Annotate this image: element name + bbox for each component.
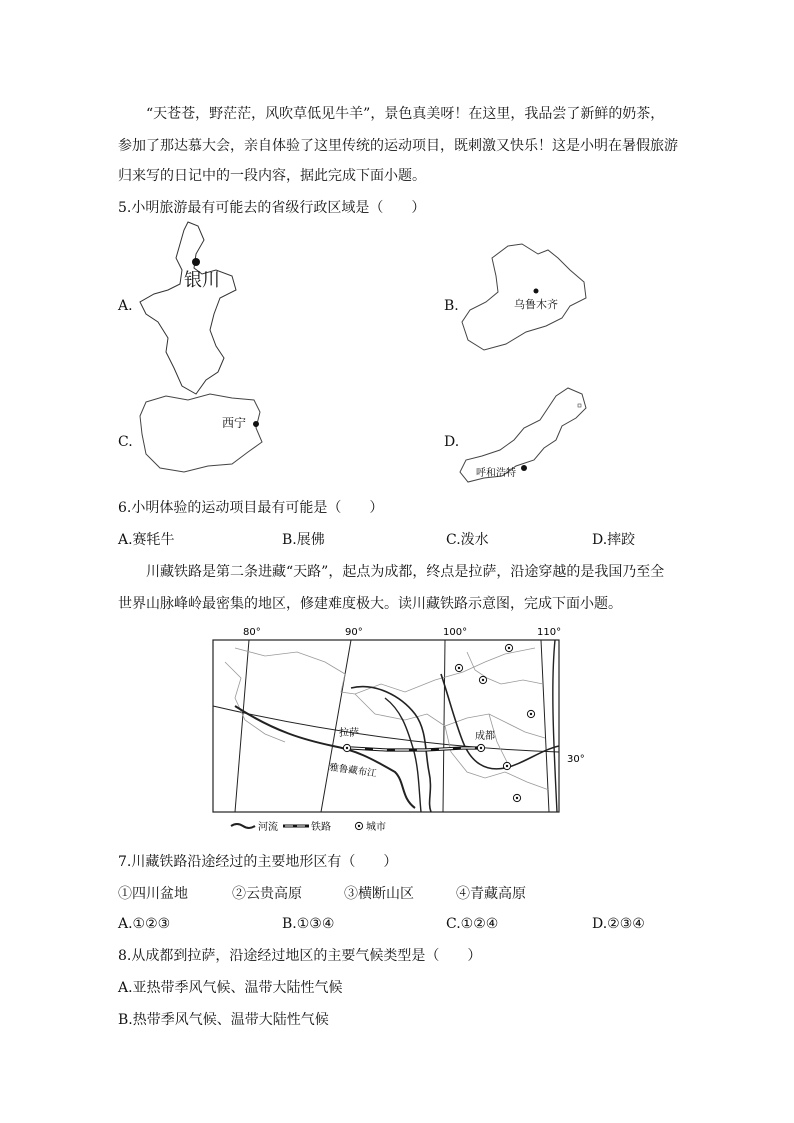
- passage1-line3: 归来写的日记中的一段内容，据此完成下面小题。: [118, 168, 426, 184]
- legend-railway-label: 铁路: [311, 822, 331, 833]
- passage2-line1: 川藏铁路是第二条进藏“天路”，起点为成都，终点是拉萨，沿途穿越的是我国乃至全: [146, 564, 665, 580]
- q6-option-d[interactable]: D.摔跤: [592, 532, 636, 548]
- city-marker: [513, 794, 520, 801]
- city-dot: [521, 465, 527, 471]
- city-lhasa-marker: [343, 744, 350, 751]
- map-b-city: 乌鲁木齐: [514, 298, 558, 311]
- legend-river-symbol: [231, 824, 255, 828]
- city-dot: [253, 421, 259, 427]
- q7-item-3: ③横断山区: [344, 886, 414, 902]
- q6-option-a[interactable]: A.赛牦牛: [118, 532, 175, 548]
- q8-option-a[interactable]: A.亚热带季风气候、温带大陆性气候: [118, 980, 343, 996]
- lat-label-30: 30°: [567, 754, 585, 765]
- q7-item-4: ④青藏高原: [456, 886, 526, 902]
- map-ningxia: [136, 218, 246, 400]
- q5-stem: 5.小明旅游最有可能去的省级行政区域是（ ）: [118, 200, 426, 216]
- q8-option-b[interactable]: B.热带季风气候、温带大陆性气候: [118, 1012, 329, 1028]
- q7-option-c[interactable]: C.①②④: [446, 916, 499, 932]
- lon-label-100: 100°: [443, 627, 468, 638]
- passage1-line2: 参加了那达慕大会，亲自体验了这里传统的运动项目，既刺激又快乐！这是小明在暑假旅游: [118, 138, 678, 154]
- city-marker: [479, 676, 486, 683]
- city-dot: [192, 258, 200, 266]
- city-dot: [534, 289, 539, 294]
- q7-option-d[interactable]: D.②③④: [592, 916, 645, 932]
- map-a-city: 银川: [184, 270, 220, 291]
- lon-label-90: 90°: [345, 627, 363, 638]
- q7-option-a[interactable]: A.①②③: [118, 916, 171, 932]
- city-marker: [503, 762, 510, 769]
- map-frame: [213, 640, 559, 812]
- map-c-city: 西宁: [222, 416, 247, 430]
- passage1-line1: “天苍苍，野茫茫，风吹草低见牛羊”，景色真美呀！在这里，我品尝了新鲜的奶茶，: [146, 106, 665, 122]
- legend-city-label: 城市: [366, 822, 386, 833]
- city-marker: [505, 644, 512, 651]
- q5-option-a-letter[interactable]: A.: [118, 298, 133, 314]
- lon-label-110: 110°: [537, 627, 562, 638]
- label-lhasa: 拉萨: [339, 728, 359, 739]
- legend-city-symbol: [355, 822, 362, 829]
- q6-option-b[interactable]: B.展佛: [282, 532, 325, 548]
- map-qinghai: [136, 390, 272, 476]
- lon-label-80: 80°: [243, 627, 261, 638]
- q8-stem: 8.从成都到拉萨，沿途经过地区的主要气候类型是（ ）: [118, 948, 482, 964]
- passage2-line2: 世界山脉峰岭最密集的地区，修建难度极大。读川藏铁路示意图，完成下面小题。: [118, 596, 622, 612]
- label-chengdu: 成都: [475, 731, 495, 742]
- q7-option-b[interactable]: B.①③④: [282, 916, 335, 932]
- sichuan-tibet-railway-map: [205, 622, 590, 838]
- q5-option-c-letter[interactable]: C.: [118, 434, 133, 450]
- legend-river-label: 河流: [258, 822, 278, 833]
- q5-option-b-letter[interactable]: B.: [444, 298, 459, 314]
- q6-option-c[interactable]: C.泼水: [446, 532, 489, 548]
- q5-option-d-letter[interactable]: D.: [444, 434, 460, 450]
- map-d-city: 呼和浩特: [476, 468, 516, 479]
- q7-item-1: ①四川盆地: [118, 886, 188, 902]
- q7-stem: 7.川藏铁路沿途经过的主要地形区有（ ）: [118, 854, 398, 870]
- city-marker: [455, 664, 462, 671]
- q7-item-2: ②云贵高原: [232, 886, 302, 902]
- label-yarlung-river: 雅鲁藏布江: [328, 762, 378, 780]
- q6-stem: 6.小明体验的运动项目最有可能是（ ）: [118, 500, 384, 516]
- city-marker: [527, 710, 534, 717]
- map-xinjiang: [458, 236, 588, 354]
- city-chengdu-marker: [477, 744, 484, 751]
